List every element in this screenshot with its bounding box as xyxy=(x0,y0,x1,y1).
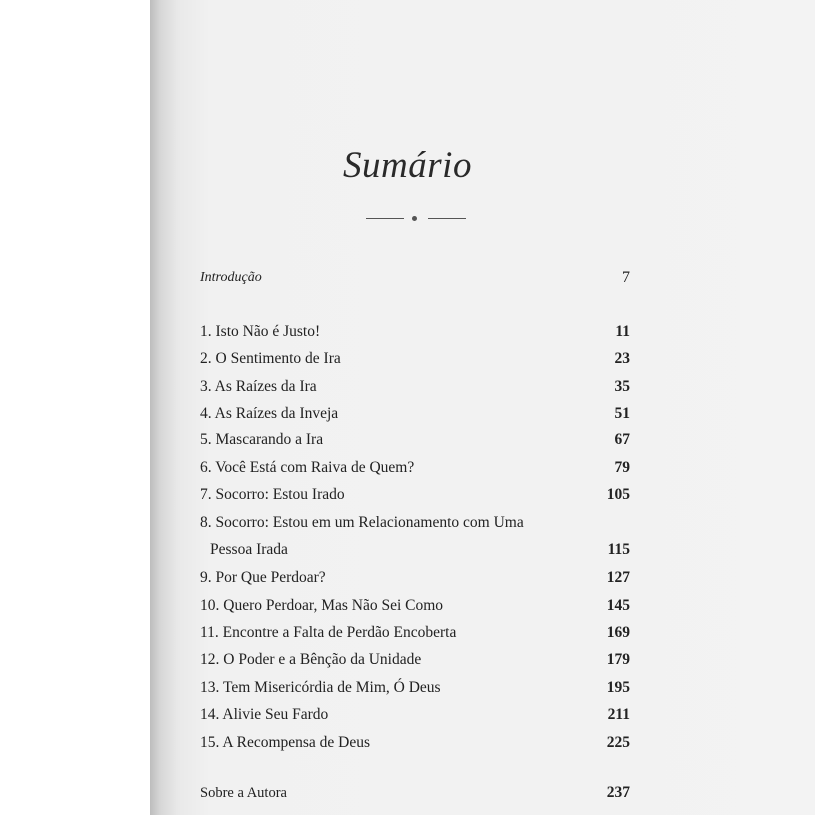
toc-label: 14. Alivie Seu Fardo xyxy=(200,706,329,723)
toc-page-number: 7 xyxy=(622,269,630,286)
toc-entry xyxy=(200,731,630,755)
toc-label: 1. Isto Não é Justo! xyxy=(200,323,321,340)
toc-label: 6. Você Está com Raiva de Quem? xyxy=(200,459,415,476)
toc-page-number: 67 xyxy=(614,431,630,448)
toc-page-number: 145 xyxy=(606,597,630,614)
toc-label: Sobre a Autora xyxy=(200,785,287,801)
toc-label: Introdução xyxy=(200,270,262,285)
toc-entry xyxy=(200,375,630,399)
toc-page-number: 127 xyxy=(606,569,630,586)
toc-label: 11. Encontre a Falta de Perdão Encoberta xyxy=(200,624,457,641)
toc-label: 9. Por Que Perdoar? xyxy=(200,569,326,586)
toc-page-number: 169 xyxy=(606,624,630,641)
toc-entry xyxy=(200,402,630,426)
toc-label: 10. Quero Perdoar, Mas Não Sei Como xyxy=(200,597,444,614)
toc-page-number: 51 xyxy=(614,405,630,422)
toc-entry xyxy=(200,483,630,507)
title-ornament xyxy=(366,217,466,220)
toc-entry xyxy=(200,428,630,452)
toc-entry-intro xyxy=(200,266,630,290)
toc-entry xyxy=(200,594,630,618)
toc-entry xyxy=(200,347,630,371)
toc-page-number: 35 xyxy=(614,378,630,395)
toc-entry xyxy=(200,511,630,535)
toc-label: 8. Socorro: Estou em um Relacionamento com Uma xyxy=(200,514,524,531)
toc-label: 15. A Recompensa de Deus xyxy=(200,734,371,751)
ornament-line-left xyxy=(366,218,404,219)
toc-page-number: 23 xyxy=(614,350,630,367)
toc-label: 5. Mascarando a Ira xyxy=(200,431,324,448)
toc-page-number: 237 xyxy=(606,784,630,801)
toc-entry xyxy=(200,703,630,727)
toc-label: 7. Socorro: Estou Irado xyxy=(200,486,345,503)
toc-label: 13. Tem Misericórdia de Mim, Ó Deus xyxy=(200,679,441,696)
toc-entry xyxy=(200,320,630,344)
ornament-dot xyxy=(412,216,417,221)
toc-label: 2. O Sentimento de Ira xyxy=(200,350,341,367)
toc-entry-continuation xyxy=(200,538,630,562)
toc-entry xyxy=(200,648,630,672)
toc-page-number: 105 xyxy=(606,486,630,503)
page-title: Sumário xyxy=(343,145,472,186)
toc-label: 3. As Raízes da Ira xyxy=(200,378,317,395)
toc-page-number: 11 xyxy=(615,323,630,340)
toc-entry xyxy=(200,566,630,590)
toc-page-number: 211 xyxy=(607,706,630,723)
toc-page-number: 225 xyxy=(606,734,630,751)
toc-label: 12. O Poder e a Bênção da Unidade xyxy=(200,651,422,668)
toc-entry-about xyxy=(200,781,630,805)
toc-label: 4. As Raízes da Inveja xyxy=(200,405,339,422)
toc-entry xyxy=(200,456,630,480)
ornament-line-right xyxy=(428,218,466,219)
toc-label: Pessoa Irada xyxy=(210,541,288,558)
toc-entry xyxy=(200,621,630,645)
toc-page-number: 195 xyxy=(606,679,630,696)
toc-entry xyxy=(200,676,630,700)
toc-page-number: 79 xyxy=(614,459,630,476)
toc-page-number: 115 xyxy=(607,541,630,558)
toc-page-number: 179 xyxy=(606,651,630,668)
